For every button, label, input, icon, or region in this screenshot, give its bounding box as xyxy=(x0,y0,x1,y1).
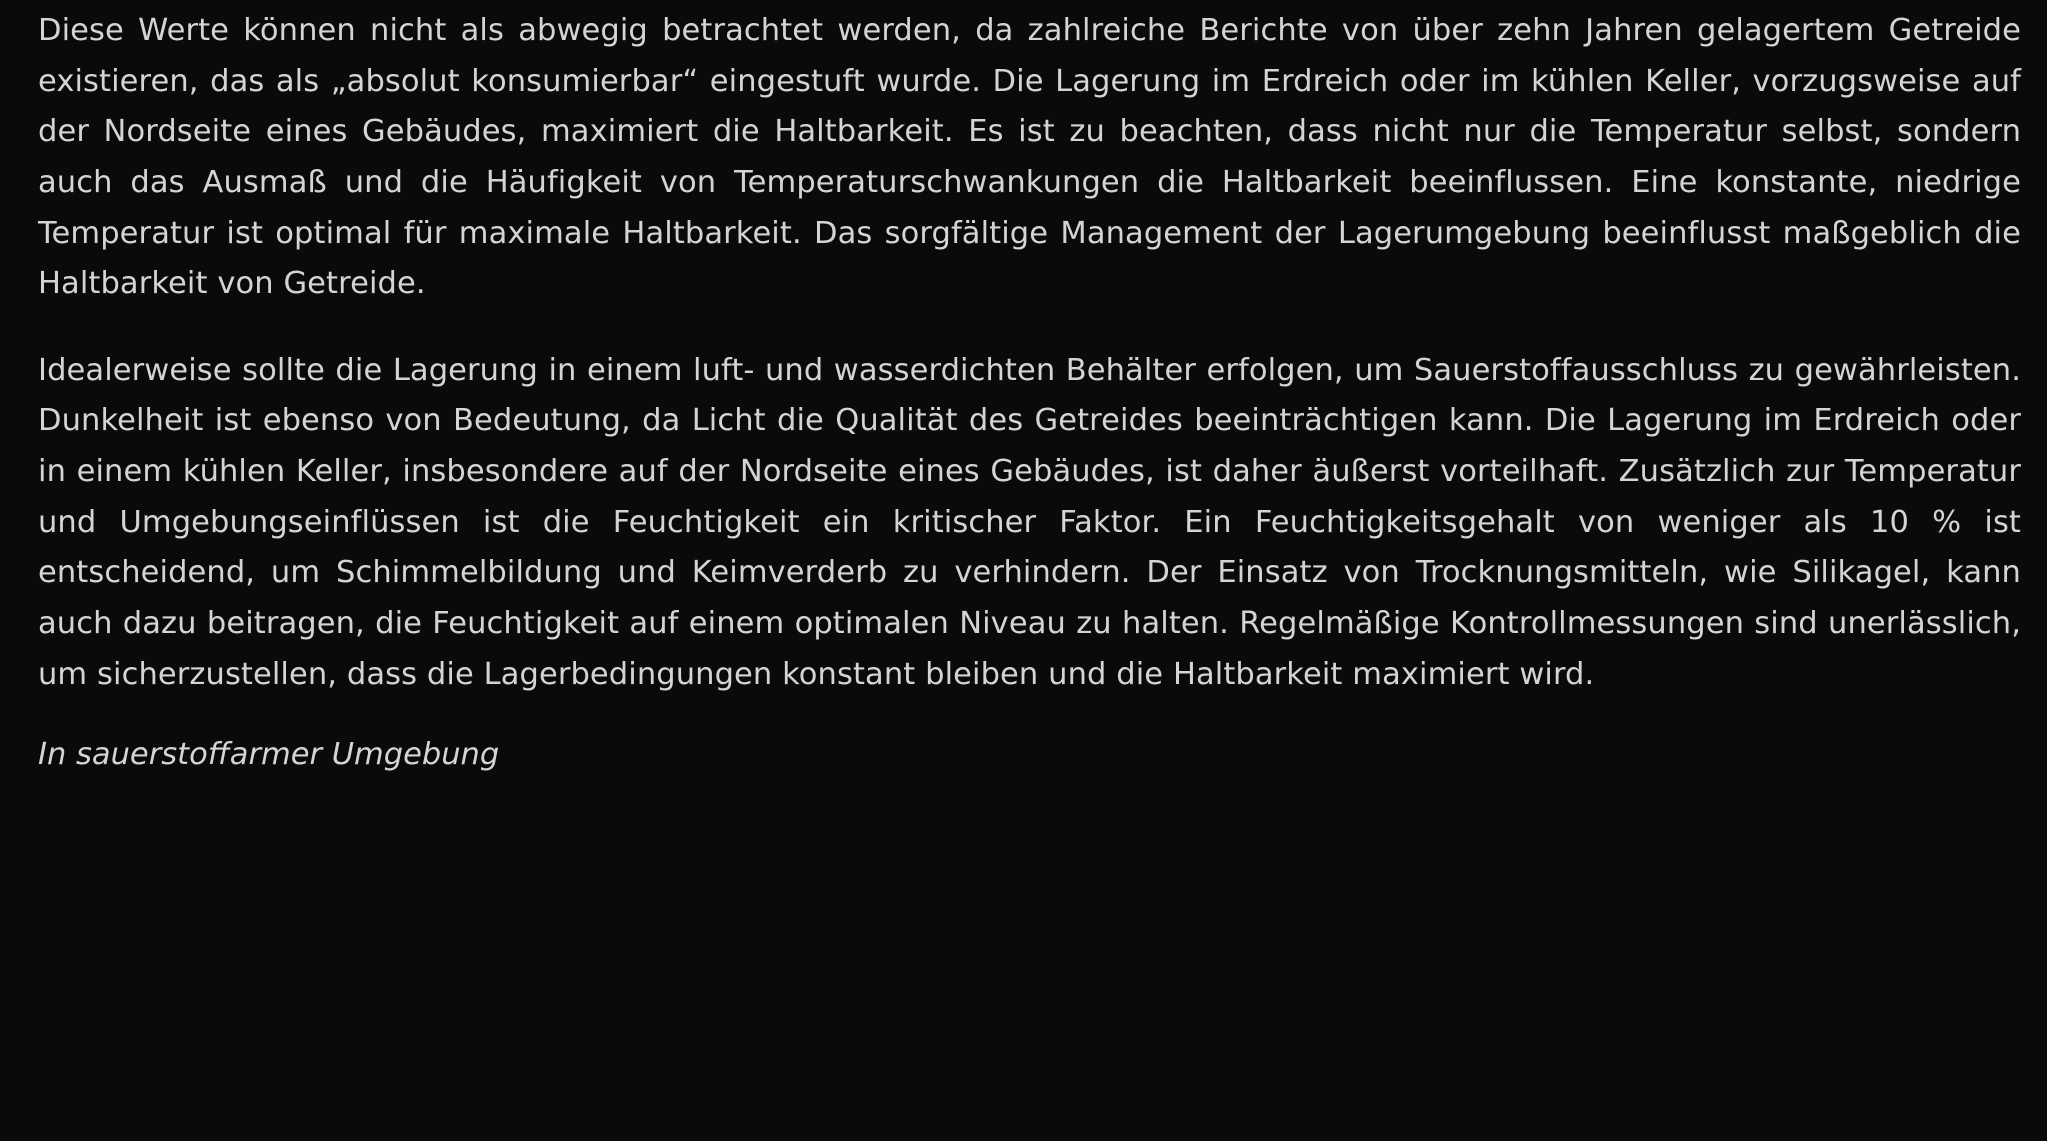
paragraph-airtight-storage: Idealerweise sollte die Lagerung in einem luft- und wasserdichten Behälter erfolgen, um Sauerstoffausschluss zu gewährleisten. Dunkelheit ist ebenso von Bedeutung, da Licht die Qualität des Getreides beeinträchtigen kann. Die Lagerung im Erdreich oder in einem kühlen Keller, insbesondere auf der Nordseite eines Gebäudes, ist daher äußerst vorteilhaft. Zusätzlich zur Temperatur und Umgebungseinflüssen ist die Feuchtigkeit ein kritischer Faktor. Ein Feuchtigkeitsgehalt von weniger als 10 % ist entscheidend, um Schimmelbildung und Keimverderb zu verhindern. Der Einsatz von Trocknungsmitteln, wie Silikagel, kann auch dazu beitragen, die Feuchtigkeit auf einem optimalen Niveau zu halten. Regelmäßige Kontrollmessungen sind unerlässlich, um sicherzustellen, dass die Lagerbedingungen konstant bleiben und die Haltbarkeit maximiert wird. xyxy=(38,352,2021,692)
subheading-low-oxygen: In sauerstoffarmer Umgebung xyxy=(38,737,500,773)
paragraph-storage-values: Diese Werte können nicht als abwegig betrachtet werden, da zahlreiche Berichte von über zehn Jahren gelagertem Getreide existieren, das als „absolut konsumierbar“ eingestuft wurde. Die Lagerung im Erdreich oder im kühlen Keller, vorzugsweise auf der Nordseite eines Gebäudes, maximiert die Haltbarkeit. Es ist zu beachten, dass nicht nur die Temperatur selbst, sondern auch das Ausmaß und die Häufigkeit von Temperaturschwankungen die Haltbarkeit beeinflussen. Eine konstante, niedrige Temperatur ist optimal für maximale Haltbarkeit. Das sorgfältige Management der Lagerumgebung beeinflusst maßgeblich die Haltbarkeit von Getreide. xyxy=(38,13,2021,302)
document-body xyxy=(38,0,2021,781)
